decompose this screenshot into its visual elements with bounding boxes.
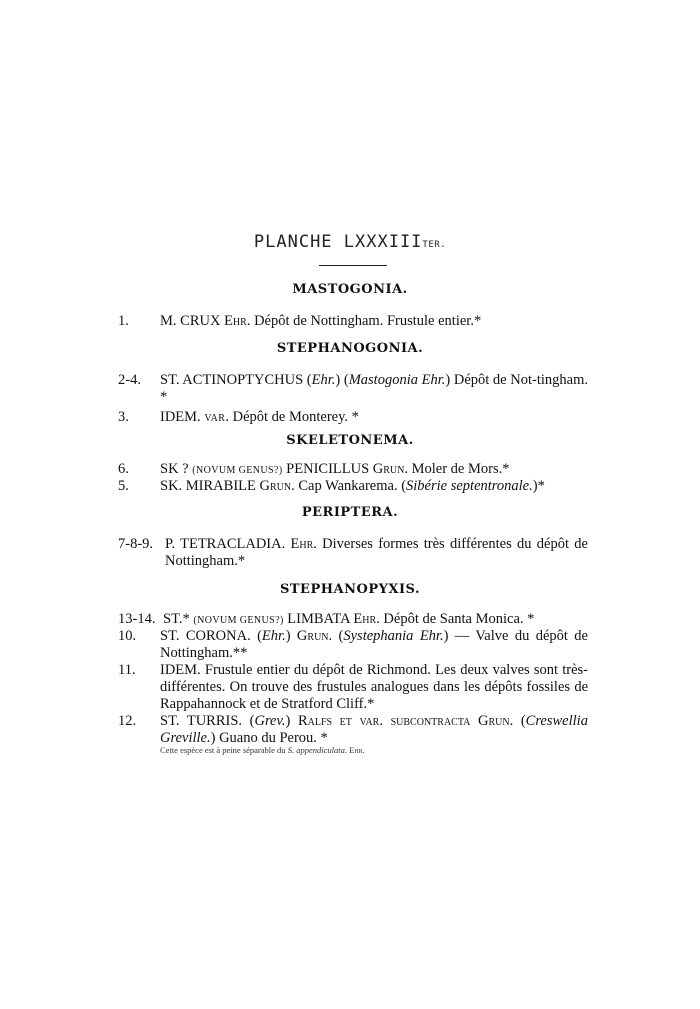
entry-text: . Moler de Mors.*	[404, 461, 510, 477]
entry-number: 13-14.	[118, 611, 156, 627]
variety-label: VAR	[204, 413, 226, 424]
entry-text: )	[285, 628, 297, 644]
entry-text: IDEM.	[160, 409, 205, 425]
entry-text: ST. ACTINOPTYCHUS (	[160, 372, 312, 388]
author-abbrev: Grun	[372, 461, 405, 477]
author-italic: Ehr.	[311, 372, 336, 388]
entry-text: )	[285, 713, 298, 729]
synonym-italic: Creswellia Greville.	[160, 713, 588, 746]
entry-12	[118, 713, 588, 747]
entry-text: LIMBATA	[283, 611, 354, 627]
genus-note: (NOVUM GENUS?)	[192, 465, 283, 476]
entry-text: . (	[328, 628, 344, 644]
entry-text: )*	[532, 478, 545, 494]
author-abbrev: Ralfs et var. subcontracta Grun	[297, 713, 510, 729]
entry-number: 1.	[118, 313, 129, 329]
entry-11	[118, 662, 588, 713]
footnote-species: S. appendiculata	[287, 745, 345, 755]
entry-text: ) Dépôt de Not-tingham. *	[160, 372, 588, 405]
section-heading-stephanopyxis: STEPHANOPYXIS.	[280, 582, 420, 597]
synonym-italic: Systephania Ehr.	[343, 628, 444, 644]
entry-number: 7-8-9.	[118, 536, 154, 552]
entry-number: 6.	[118, 461, 129, 477]
footnote-text: .	[344, 745, 350, 755]
footnote-text: .	[362, 745, 365, 755]
entry-number: 11.	[118, 662, 136, 678]
section-heading-periptera: PERIPTERA.	[301, 505, 399, 520]
genus-note: (NOVUM GENUS?)	[193, 615, 284, 626]
entry-number: 3.	[118, 409, 129, 425]
entry-text: . Dépôt de Santa Monica. *	[376, 611, 535, 627]
section-heading-stephanogonia: STEPHANOGONIA.	[276, 341, 424, 356]
plate-title	[0, 232, 700, 252]
entry-number: 2-4.	[118, 372, 141, 388]
section-heading-mastogonia: MASTOGONIA.	[292, 282, 408, 297]
entry-6	[118, 461, 588, 479]
entry-text: . Dépôt de Monterey. *	[225, 409, 359, 425]
author-italic: Ehr.	[261, 628, 286, 644]
entry-10	[118, 628, 588, 662]
entry-text: . Diverses formes très différentes du dépôt de Nottingham.*	[165, 536, 588, 569]
entry-number: 12.	[118, 713, 137, 729]
footnote	[160, 745, 365, 755]
title-rule	[319, 265, 387, 266]
author-abbrev: Grun	[259, 478, 292, 494]
entry-text: PENICILLUS	[282, 461, 373, 477]
entry-text: ST. TURRIS. (	[160, 713, 255, 729]
author-abbrev: Ehr	[349, 745, 363, 755]
entry-number: 5.	[118, 478, 129, 494]
entry-text: ) Guano du Perou. *	[210, 730, 328, 746]
entry-13-14	[118, 611, 588, 629]
entry-text: . Dépôt de Nottingham. Frustule entier.*	[246, 313, 482, 329]
entry-text: IDEM. Frustule entier du dépôt de Richmond. Les deux valves sont très-différentes. On trouve des frustules analogues dans les dépôts fossiles de Rappahannock et de Stratford Cliff.*	[160, 662, 588, 712]
entry-text: P. TETRACLADIA.	[165, 536, 291, 552]
entry-text: . (	[509, 713, 526, 729]
footnote-text: Cette espèce est à peine séparable du	[160, 745, 288, 755]
entry-7-8-9	[118, 536, 588, 570]
section-heading-skeletonema: SKELETONEMA.	[286, 433, 414, 448]
author-abbrev: Ehr	[290, 536, 314, 552]
entry-text: SK ?	[160, 461, 193, 477]
entry-1	[118, 313, 588, 330]
plate-title-suffix: TER.	[422, 240, 447, 250]
entry-5	[118, 478, 588, 495]
synonym-italic: Mastogonia Ehr.	[348, 372, 446, 388]
author-abbrev: Ehr	[353, 611, 377, 627]
entry-2-4	[118, 372, 588, 406]
entry-text: ST.*	[163, 611, 194, 627]
entry-number: 10.	[118, 628, 137, 644]
author-abbrev: Ehr	[224, 313, 247, 329]
entry-3	[118, 409, 588, 427]
author-abbrev: Grun	[296, 628, 329, 644]
entry-text: ) (	[335, 372, 349, 388]
author-italic: Grev.	[254, 713, 286, 729]
entry-text: SK. MIRABILE	[160, 478, 260, 494]
entry-text: ST. CORONA. (	[160, 628, 262, 644]
locality-italic: Sibérie septentronale.	[406, 478, 533, 494]
plate-title-main: PLANCHE LXXXIII	[253, 232, 423, 252]
entry-text: M. CRUX	[160, 313, 225, 329]
entry-text: ) — Valve du dépôt de Nottingham.**	[160, 628, 588, 661]
entry-text: . Cap Wankarema. (	[291, 478, 407, 494]
